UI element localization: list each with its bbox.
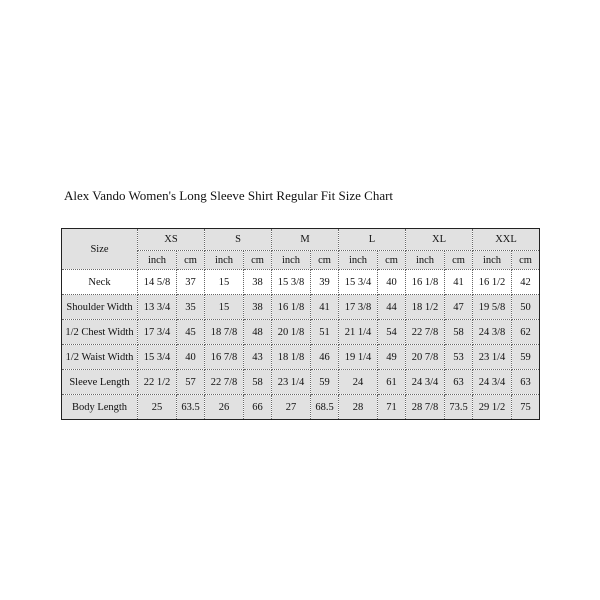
cm-value-cell: 37	[177, 270, 205, 295]
inch-value-cell: 27	[272, 395, 311, 420]
size-chart-body	[62, 270, 540, 420]
inch-value-cell: 15	[205, 270, 244, 295]
inch-value-cell: 13 3/4	[138, 295, 177, 320]
inch-value-cell: 14 5/8	[138, 270, 177, 295]
cm-value-cell: 42	[512, 270, 540, 295]
inch-value-cell: 28 7/8	[406, 395, 445, 420]
inch-value-cell: 28	[339, 395, 378, 420]
unit-cm-header: cm	[512, 251, 540, 270]
inch-value-cell: 21 1/4	[339, 320, 378, 345]
inch-value-cell: 22 7/8	[205, 370, 244, 395]
inch-value-cell: 17 3/4	[138, 320, 177, 345]
cm-value-cell: 63.5	[177, 395, 205, 420]
inch-value-cell: 24 3/4	[406, 370, 445, 395]
inch-value-cell: 25	[138, 395, 177, 420]
table-row	[62, 295, 540, 320]
row-label: 1/2 Waist Width	[62, 345, 138, 370]
cm-value-cell: 51	[311, 320, 339, 345]
cm-value-cell: 46	[311, 345, 339, 370]
inch-value-cell: 19 1/4	[339, 345, 378, 370]
table-row	[62, 320, 540, 345]
cm-value-cell: 68.5	[311, 395, 339, 420]
cm-value-cell: 47	[445, 295, 473, 320]
cm-value-cell: 50	[512, 295, 540, 320]
inch-value-cell: 29 1/2	[473, 395, 512, 420]
unit-inch-header: inch	[205, 251, 244, 270]
cm-value-cell: 39	[311, 270, 339, 295]
cm-value-cell: 45	[177, 320, 205, 345]
inch-value-cell: 19 5/8	[473, 295, 512, 320]
cm-value-cell: 41	[445, 270, 473, 295]
size-chart-table	[61, 228, 540, 420]
inch-value-cell: 16 1/2	[473, 270, 512, 295]
unit-inch-header: inch	[473, 251, 512, 270]
inch-value-cell: 15 3/4	[138, 345, 177, 370]
inch-value-cell: 16 7/8	[205, 345, 244, 370]
cm-value-cell: 49	[378, 345, 406, 370]
inch-value-cell: 18 7/8	[205, 320, 244, 345]
cm-value-cell: 35	[177, 295, 205, 320]
inch-value-cell: 24 3/4	[473, 370, 512, 395]
inch-value-cell: 22 7/8	[406, 320, 445, 345]
cm-value-cell: 75	[512, 395, 540, 420]
cm-value-cell: 48	[244, 320, 272, 345]
cm-value-cell: 66	[244, 395, 272, 420]
inch-value-cell: 26	[205, 395, 244, 420]
table-row	[62, 345, 540, 370]
row-label: Sleeve Length	[62, 370, 138, 395]
inch-value-cell: 24 3/8	[473, 320, 512, 345]
cm-value-cell: 62	[512, 320, 540, 345]
unit-inch-header: inch	[406, 251, 445, 270]
size-header-m: M	[272, 229, 339, 251]
cm-value-cell: 44	[378, 295, 406, 320]
cm-value-cell: 73.5	[445, 395, 473, 420]
table-row	[62, 270, 540, 295]
unit-cm-header: cm	[244, 251, 272, 270]
inch-value-cell: 22 1/2	[138, 370, 177, 395]
unit-cm-header: cm	[378, 251, 406, 270]
size-header-s: S	[205, 229, 272, 251]
inch-value-cell: 20 7/8	[406, 345, 445, 370]
cm-value-cell: 58	[244, 370, 272, 395]
size-header-xxl: XXL	[473, 229, 540, 251]
chart-title: Alex Vando Women's Long Sleeve Shirt Regular Fit Size Chart	[64, 188, 394, 203]
cm-value-cell: 53	[445, 345, 473, 370]
inch-value-cell: 15	[205, 295, 244, 320]
table-row	[62, 370, 540, 395]
row-label: 1/2 Chest Width	[62, 320, 138, 345]
unit-inch-header: inch	[339, 251, 378, 270]
size-header-xs: XS	[138, 229, 205, 251]
inch-value-cell: 18 1/8	[272, 345, 311, 370]
table-row	[62, 395, 540, 420]
size-column-header: Size	[62, 229, 138, 270]
unit-cm-header: cm	[311, 251, 339, 270]
unit-cm-header: cm	[445, 251, 473, 270]
size-header-l: L	[339, 229, 406, 251]
inch-value-cell: 20 1/8	[272, 320, 311, 345]
inch-value-cell: 16 1/8	[272, 295, 311, 320]
cm-value-cell: 63	[512, 370, 540, 395]
unit-inch-header: inch	[272, 251, 311, 270]
cm-value-cell: 38	[244, 295, 272, 320]
cm-value-cell: 59	[311, 370, 339, 395]
inch-value-cell: 16 1/8	[406, 270, 445, 295]
inch-value-cell: 18 1/2	[406, 295, 445, 320]
size-header-xl: XL	[406, 229, 473, 251]
row-label: Shoulder Width	[62, 295, 138, 320]
cm-value-cell: 58	[445, 320, 473, 345]
cm-value-cell: 54	[378, 320, 406, 345]
inch-value-cell: 24	[339, 370, 378, 395]
inch-value-cell: 17 3/8	[339, 295, 378, 320]
cm-value-cell: 40	[378, 270, 406, 295]
cm-value-cell: 59	[512, 345, 540, 370]
inch-value-cell: 15 3/8	[272, 270, 311, 295]
cm-value-cell: 61	[378, 370, 406, 395]
cm-value-cell: 63	[445, 370, 473, 395]
cm-value-cell: 57	[177, 370, 205, 395]
row-label: Neck	[62, 270, 138, 295]
unit-inch-header: inch	[138, 251, 177, 270]
cm-value-cell: 43	[244, 345, 272, 370]
row-label: Body Length	[62, 395, 138, 420]
cm-value-cell: 38	[244, 270, 272, 295]
cm-value-cell: 40	[177, 345, 205, 370]
size-header-row	[62, 229, 540, 251]
inch-value-cell: 23 1/4	[272, 370, 311, 395]
unit-cm-header: cm	[177, 251, 205, 270]
inch-value-cell: 15 3/4	[339, 270, 378, 295]
cm-value-cell: 41	[311, 295, 339, 320]
inch-value-cell: 23 1/4	[473, 345, 512, 370]
cm-value-cell: 71	[378, 395, 406, 420]
